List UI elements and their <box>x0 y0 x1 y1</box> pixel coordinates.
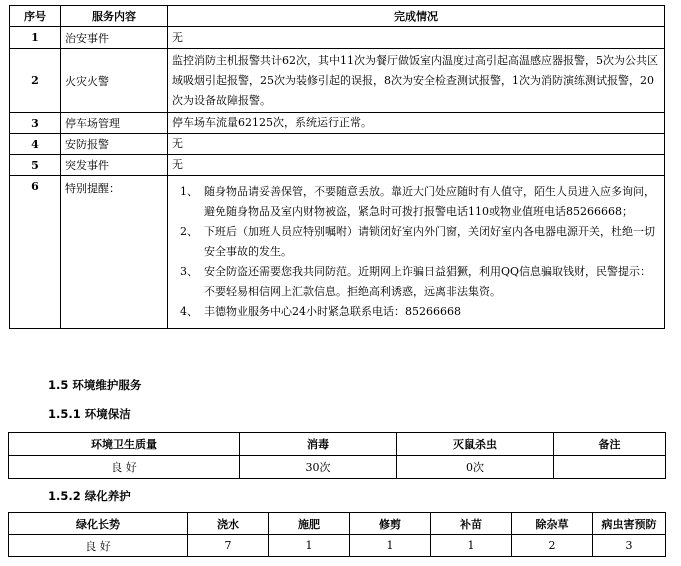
cell-replanting: 1 <box>431 535 512 557</box>
cell-pest-control: 0次 <box>397 456 554 479</box>
header-status: 完成情况 <box>168 6 665 27</box>
security-table <box>9 5 665 329</box>
table-row <box>10 27 665 49</box>
header-weeding: 除杂草 <box>512 513 593 535</box>
row-item: 停车场管理 <box>61 113 168 134</box>
header-remarks: 备注 <box>554 433 666 456</box>
row-no: 5 <box>10 155 61 176</box>
reminder-item <box>180 182 660 222</box>
section-heading-environment: 1.5 环境维护服务 <box>48 378 142 392</box>
reminder-item <box>180 222 660 262</box>
cell-fertilizing: 1 <box>269 535 350 557</box>
header-hygiene-quality: 环境卫生质量 <box>9 433 240 456</box>
header-no: 序号 <box>10 6 61 27</box>
section-heading-cleaning: 1.5.1 环境保洁 <box>48 407 131 421</box>
reminder-item <box>180 262 660 302</box>
row-item: 治安事件 <box>61 27 168 49</box>
header-pest-control: 灭鼠杀虫 <box>397 433 554 456</box>
table-row <box>9 535 666 557</box>
header-fertilizing: 施肥 <box>269 513 350 535</box>
row-status: 无 <box>168 155 665 176</box>
greening-table <box>8 512 666 557</box>
cell-pruning: 1 <box>350 535 431 557</box>
cell-disinfection: 30次 <box>240 456 397 479</box>
table-row <box>10 155 665 176</box>
table-row <box>10 176 665 329</box>
header-pest-prevention: 病虫害预防 <box>593 513 666 535</box>
header-watering: 浇水 <box>188 513 269 535</box>
reminder-number: 1、 <box>180 185 198 198</box>
row-status: 无 <box>168 27 665 49</box>
row-no: 3 <box>10 113 61 134</box>
row-item: 火灾火警 <box>61 49 168 113</box>
header-item: 服务内容 <box>61 6 168 27</box>
reminder-text: 下班后（加班人员应特别嘱咐）请锁闭好室内外门窗，关闭好室内各电器电源开关，杜绝一切安全事故的发生。 <box>204 225 655 258</box>
row-status: 停车场车流量62125次，系统运行正常。 <box>168 113 665 134</box>
row-no: 2 <box>10 49 61 113</box>
reminder-text: 安全防盗还需要您我共同防范。近期网上诈骗日益猖獗，利用QQ信息骗取钱财，民警提示：不要轻易相信网上汇款信息。拒绝高利诱惑，远离非法集资。 <box>204 265 652 298</box>
header-pruning: 修剪 <box>350 513 431 535</box>
cell-pest-prevention: 3 <box>593 535 666 557</box>
reminder-number: 4、 <box>180 305 198 318</box>
cell-growth: 良 好 <box>9 535 188 557</box>
header-growth: 绿化长势 <box>9 513 188 535</box>
table-row <box>10 134 665 155</box>
cell-remarks <box>554 456 666 479</box>
row-no: 6 <box>10 176 61 329</box>
cell-watering: 7 <box>188 535 269 557</box>
reminder-text: 随身物品请妥善保管，不要随意丢放。靠近大门处应随时有人值守，陌生人员进入应多询问，避免随身物品及室内财物被盗，紧急时可拨打报警电话110或物业值班电话85266668； <box>204 185 655 218</box>
header-disinfection: 消毒 <box>240 433 397 456</box>
row-item: 突发事件 <box>61 155 168 176</box>
reminder-text: 丰德物业服务中心24小时紧急联系电话：85266668 <box>204 305 461 318</box>
row-status: 监控消防主机报警共计62次，其中11次为餐厅做饭室内温度过高引起高温感应器报警，5次为公共区域吸烟引起报警，25次为装修引起的误报，8次为安全检查测试报警，1次为消防演练测试报警，20次为设备故障报警。 <box>168 49 665 113</box>
cell-hygiene-quality: 良 好 <box>9 456 240 479</box>
cell-weeding: 2 <box>512 535 593 557</box>
header-replanting: 补苗 <box>431 513 512 535</box>
row-item: 安防报警 <box>61 134 168 155</box>
table-row <box>9 456 666 479</box>
cleaning-table <box>8 432 666 479</box>
row-no: 4 <box>10 134 61 155</box>
section-heading-greening: 1.5.2 绿化养护 <box>48 489 131 503</box>
row-status: 无 <box>168 134 665 155</box>
table-row <box>10 49 665 113</box>
reminder-item <box>180 302 660 322</box>
table-row <box>10 113 665 134</box>
row-no: 1 <box>10 27 61 49</box>
row-item: 特别提醒： <box>61 176 168 329</box>
reminder-number: 3、 <box>180 265 198 278</box>
special-reminders <box>168 176 665 329</box>
reminder-number: 2、 <box>180 225 198 238</box>
